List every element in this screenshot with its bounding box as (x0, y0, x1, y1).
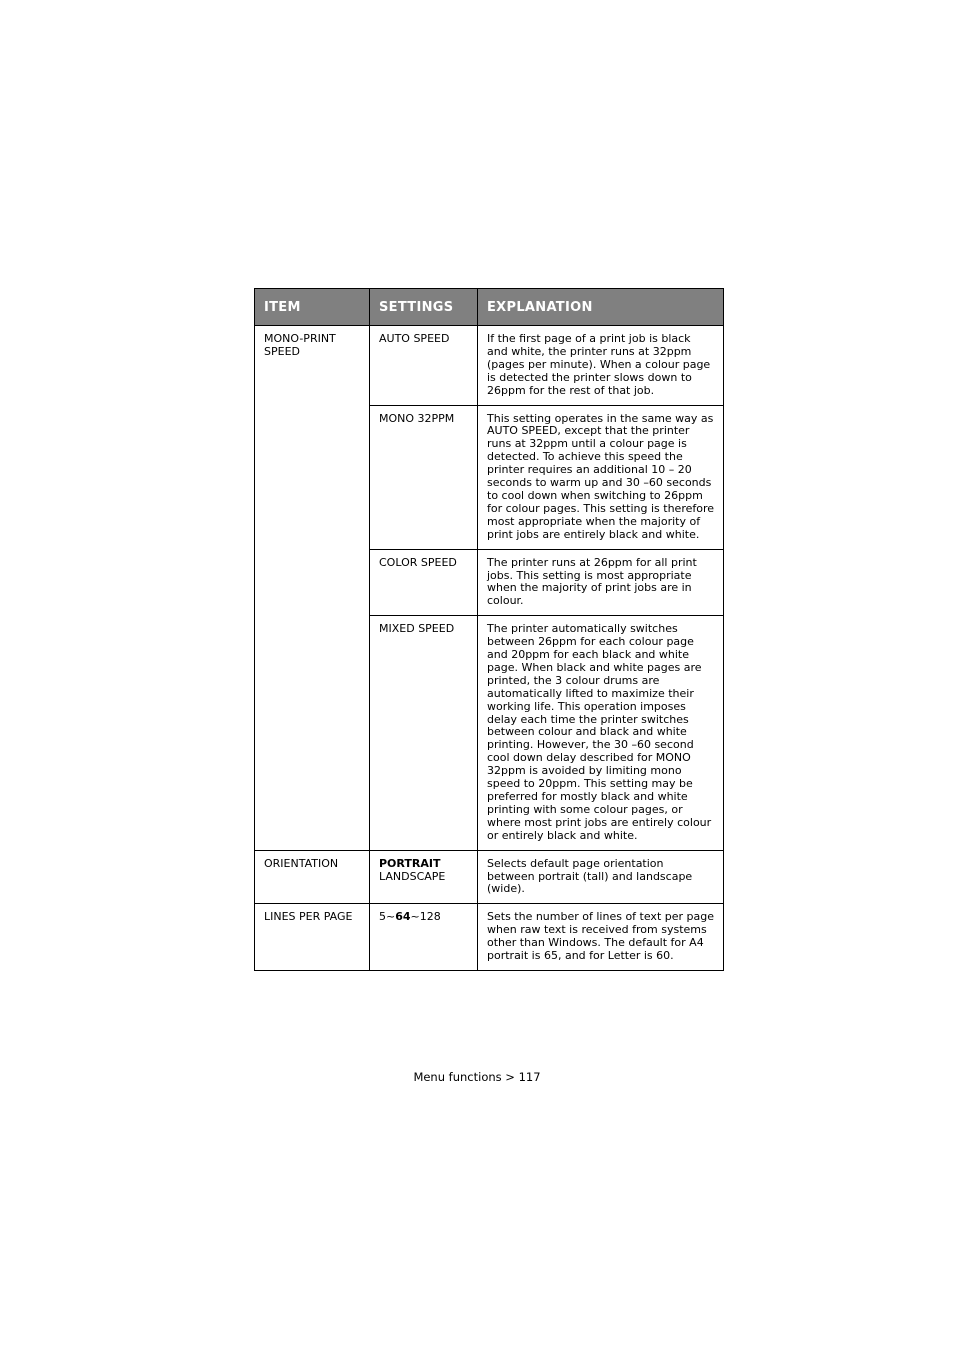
explanation-orientation: Selects default page orientation between portrait (tall) and landscape (wide). (478, 850, 724, 904)
explanation-mixed-speed: The printer automatically switches between 26ppm for each colour page and 20ppm for each black and white page. When black and white pages are printed, the 3 colour drums are automatically lifted to maximize their working life. This operation imposes delay each time the printer switches between colour and black and white printing. However, the 30 –60 second cool down delay described for MONO 32ppm is avoided by limiting mono speed to 20ppm. This setting may be preferred for mostly black and white printing with some colour pages, or where most print jobs are entirely colour or entirely black and white. (478, 616, 724, 850)
table-header-row (255, 289, 724, 326)
setting-mixed-speed: MIXED SPEED (370, 616, 478, 850)
table-row-orientation (255, 850, 724, 904)
setting-mono-32ppm: MONO 32PPM (370, 405, 478, 549)
header-settings: SETTINGS (370, 289, 478, 326)
lines-max: ~128 (410, 910, 441, 924)
explanation-lines-per-page: Sets the number of lines of text per page when raw text is received from systems other than Windows. The default for A4 portrait is 65, and for Letter is 60. (478, 904, 724, 971)
explanation-color-speed: The printer runs at 26ppm for all print jobs. This setting is most appropriate when the majority of print jobs are in colour. (478, 549, 724, 616)
explanation-auto-speed: If the first page of a print job is black and white, the printer runs at 32ppm (pages per minute). When a colour page is detected the printer slows down to 26ppm for the rest of that job. (478, 326, 724, 406)
table-row-auto-speed (255, 326, 724, 406)
header-explanation: EXPLANATION (478, 289, 724, 326)
setting-landscape: LANDSCAPE (379, 869, 446, 883)
setting-auto-speed: AUTO SPEED (370, 326, 478, 406)
page-footer: Menu functions > 117 (413, 1070, 541, 1084)
header-item: ITEM (255, 289, 370, 326)
setting-color-speed: COLOR SPEED (370, 549, 478, 616)
item-orientation: ORIENTATION (255, 850, 370, 904)
explanation-mono-32ppm: This setting operates in the same way as AUTO SPEED, except that the printer runs at 32ppm until a colour page is detected. To achieve this speed the printer requires an additional 10 – 20 seconds to warm up and 30 –60 seconds to cool down when switching to 26ppm for colour pages. This setting is therefore most appropriate when the majority of print jobs are entirely black and white. (478, 405, 724, 549)
setting-orientation (370, 850, 478, 904)
setting-portrait-default: PORTRAIT (379, 856, 441, 870)
item-mono-print-speed: MONO-PRINT SPEED (255, 326, 370, 851)
setting-lines-per-page (370, 904, 478, 971)
lines-default: 64 (395, 910, 411, 924)
table-row-lines-per-page (255, 904, 724, 971)
menu-functions-table (254, 288, 724, 971)
lines-min: 5~ (379, 910, 396, 924)
item-lines-per-page: LINES PER PAGE (255, 904, 370, 971)
